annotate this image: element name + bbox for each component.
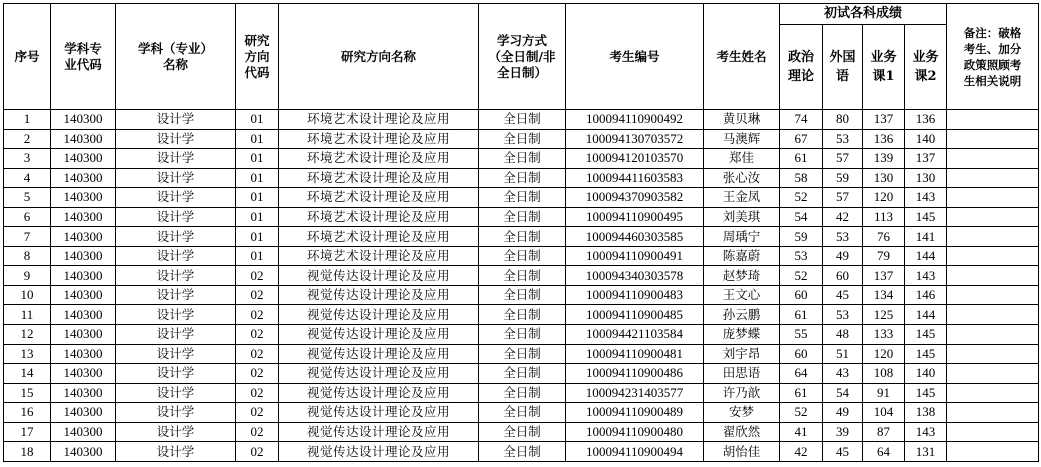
cell-major-name: 设计学 — [116, 207, 236, 227]
cell-seq: 2 — [4, 129, 51, 149]
table-row — [4, 442, 1039, 462]
cell-major-code: 140300 — [51, 266, 116, 286]
cell-seq: 12 — [4, 325, 51, 345]
cell-course1: 108 — [863, 364, 905, 384]
cell-major-code: 140300 — [51, 422, 116, 442]
cell-foreign: 42 — [823, 207, 863, 227]
cell-candidate-no: 100094110900485 — [566, 305, 704, 325]
cell-course1: 113 — [863, 207, 905, 227]
cell-study-mode: 全日制 — [479, 383, 566, 403]
header-note — [947, 4, 1039, 110]
table-row — [4, 246, 1039, 266]
header-major-code-line: 学科专 — [64, 40, 102, 56]
cell-course1: 76 — [863, 227, 905, 247]
cell-candidate-name: 许乃歆 — [704, 383, 780, 403]
cell-politics: 58 — [780, 168, 823, 188]
table-row — [4, 325, 1039, 345]
cell-major-name: 设计学 — [116, 168, 236, 188]
cell-candidate-name: 陈嘉蔚 — [704, 246, 780, 266]
cell-note — [947, 168, 1039, 188]
cell-course2: 143 — [905, 188, 947, 208]
header-major-code — [51, 4, 116, 110]
cell-dir-code: 02 — [236, 442, 279, 462]
cell-candidate-name: 张心汝 — [704, 168, 780, 188]
cell-note — [947, 422, 1039, 442]
header-politics-line: 理论 — [787, 69, 814, 84]
cell-foreign: 59 — [823, 168, 863, 188]
header-note-line: 政策照顾考 — [963, 57, 1022, 72]
cell-note — [947, 285, 1039, 305]
cell-candidate-no: 100094110900483 — [566, 285, 704, 305]
cell-candidate-name: 刘宇昂 — [704, 344, 780, 364]
cell-note — [947, 364, 1039, 384]
cell-seq: 6 — [4, 207, 51, 227]
cell-major-name: 设计学 — [116, 422, 236, 442]
cell-dir-code: 01 — [236, 168, 279, 188]
cell-major-name: 设计学 — [116, 246, 236, 266]
cell-course2: 145 — [905, 383, 947, 403]
cell-seq: 15 — [4, 383, 51, 403]
cell-major-code: 140300 — [51, 305, 116, 325]
cell-major-code: 140300 — [51, 149, 116, 169]
table-row — [4, 266, 1039, 286]
cell-dir-name: 视觉传达设计理论及应用 — [279, 266, 479, 286]
cell-dir-code: 01 — [236, 207, 279, 227]
cell-major-name: 设计学 — [116, 442, 236, 462]
cell-candidate-no: 100094110900492 — [566, 110, 704, 130]
cell-note — [947, 325, 1039, 345]
cell-politics: 59 — [780, 227, 823, 247]
header-seq — [4, 4, 51, 110]
table-row — [4, 168, 1039, 188]
cell-candidate-name: 黄贝琳 — [704, 110, 780, 130]
cell-candidate-no: 100094231403577 — [566, 383, 704, 403]
cell-dir-code: 02 — [236, 305, 279, 325]
cell-dir-name: 视觉传达设计理论及应用 — [279, 305, 479, 325]
cell-course2: 141 — [905, 227, 947, 247]
header-course1 — [863, 25, 905, 110]
cell-politics: 61 — [780, 383, 823, 403]
cell-candidate-name: 孙云鹏 — [704, 305, 780, 325]
cell-dir-code: 02 — [236, 364, 279, 384]
cell-study-mode: 全日制 — [479, 110, 566, 130]
cell-major-code: 140300 — [51, 383, 116, 403]
header-course1-line: 课1 — [872, 69, 895, 84]
cell-course1: 134 — [863, 285, 905, 305]
cell-dir-code: 01 — [236, 246, 279, 266]
cell-candidate-name: 马澳辉 — [704, 129, 780, 149]
cell-dir-name: 视觉传达设计理论及应用 — [279, 364, 479, 384]
cell-major-name: 设计学 — [116, 149, 236, 169]
cell-major-name: 设计学 — [116, 110, 236, 130]
header-major-name-line: 学科（专业） — [137, 40, 213, 56]
cell-study-mode: 全日制 — [479, 364, 566, 384]
header-foreign — [823, 25, 863, 110]
header-study-mode-line: （全日制/非 — [488, 48, 556, 64]
header-seq-line: 序号 — [14, 48, 40, 64]
cell-course2: 144 — [905, 305, 947, 325]
cell-major-name: 设计学 — [116, 305, 236, 325]
cell-foreign: 54 — [823, 383, 863, 403]
cell-seq: 18 — [4, 442, 51, 462]
cell-study-mode: 全日制 — [479, 207, 566, 227]
cell-candidate-no: 100094110900486 — [566, 364, 704, 384]
cell-candidate-no: 100094110900480 — [566, 422, 704, 442]
cell-course1: 136 — [863, 129, 905, 149]
cell-course2: 140 — [905, 129, 947, 149]
cell-dir-code: 01 — [236, 188, 279, 208]
cell-major-name: 设计学 — [116, 325, 236, 345]
cell-seq: 4 — [4, 168, 51, 188]
header-candidate-name-line: 考生姓名 — [716, 48, 767, 64]
header-course2 — [905, 25, 947, 110]
cell-note — [947, 110, 1039, 130]
cell-politics: 42 — [780, 442, 823, 462]
cell-course2: 140 — [905, 364, 947, 384]
cell-course1: 120 — [863, 188, 905, 208]
cell-politics: 52 — [780, 403, 823, 423]
cell-candidate-name: 翟欣然 — [704, 422, 780, 442]
cell-major-name: 设计学 — [116, 383, 236, 403]
cell-seq: 11 — [4, 305, 51, 325]
table-row — [4, 422, 1039, 442]
cell-seq: 16 — [4, 403, 51, 423]
cell-course2: 131 — [905, 442, 947, 462]
header-study-mode-line: 学习方式 — [496, 32, 547, 48]
cell-major-code: 140300 — [51, 110, 116, 130]
cell-note — [947, 129, 1039, 149]
cell-note — [947, 266, 1039, 286]
cell-major-code: 140300 — [51, 129, 116, 149]
cell-course2: 145 — [905, 207, 947, 227]
cell-note — [947, 207, 1039, 227]
header-politics — [780, 25, 823, 110]
cell-seq: 10 — [4, 285, 51, 305]
table-row — [4, 285, 1039, 305]
cell-seq: 1 — [4, 110, 51, 130]
cell-major-name: 设计学 — [116, 344, 236, 364]
cell-dir-name: 视觉传达设计理论及应用 — [279, 442, 479, 462]
cell-study-mode: 全日制 — [479, 188, 566, 208]
table-row — [4, 364, 1039, 384]
score-table — [3, 3, 1039, 462]
cell-candidate-no: 100094110900481 — [566, 344, 704, 364]
cell-dir-name: 环境艺术设计理论及应用 — [279, 207, 479, 227]
cell-candidate-no: 100094110900495 — [566, 207, 704, 227]
cell-politics: 60 — [780, 344, 823, 364]
header-course2-line: 业务 — [912, 50, 939, 65]
cell-candidate-no: 100094110900494 — [566, 442, 704, 462]
cell-major-code: 140300 — [51, 364, 116, 384]
cell-major-name: 设计学 — [116, 129, 236, 149]
cell-foreign: 60 — [823, 266, 863, 286]
cell-candidate-no: 100094120103570 — [566, 149, 704, 169]
cell-foreign: 45 — [823, 442, 863, 462]
cell-dir-name: 视觉传达设计理论及应用 — [279, 285, 479, 305]
header-dir-code — [236, 4, 279, 110]
cell-major-code: 140300 — [51, 168, 116, 188]
cell-dir-code: 02 — [236, 344, 279, 364]
cell-study-mode: 全日制 — [479, 129, 566, 149]
cell-politics: 64 — [780, 364, 823, 384]
cell-major-name: 设计学 — [116, 364, 236, 384]
header-foreign-line: 外国 — [829, 50, 856, 65]
cell-candidate-no: 100094110900489 — [566, 403, 704, 423]
table-row — [4, 403, 1039, 423]
cell-foreign: 43 — [823, 364, 863, 384]
cell-foreign: 49 — [823, 246, 863, 266]
cell-candidate-no: 100094130703572 — [566, 129, 704, 149]
table-row — [4, 149, 1039, 169]
cell-candidate-no: 100094460303585 — [566, 227, 704, 247]
cell-candidate-name: 田思语 — [704, 364, 780, 384]
cell-note — [947, 188, 1039, 208]
cell-course2: 144 — [905, 246, 947, 266]
cell-politics: 53 — [780, 246, 823, 266]
cell-dir-code: 02 — [236, 325, 279, 345]
header-dir-name — [279, 4, 479, 110]
cell-course1: 125 — [863, 305, 905, 325]
cell-note — [947, 227, 1039, 247]
cell-note — [947, 344, 1039, 364]
cell-study-mode: 全日制 — [479, 305, 566, 325]
cell-dir-name: 视觉传达设计理论及应用 — [279, 325, 479, 345]
cell-course2: 145 — [905, 344, 947, 364]
cell-dir-name: 环境艺术设计理论及应用 — [279, 246, 479, 266]
cell-major-name: 设计学 — [116, 227, 236, 247]
cell-course1: 104 — [863, 403, 905, 423]
cell-candidate-no: 100094110900491 — [566, 246, 704, 266]
cell-candidate-name: 郑佳 — [704, 149, 780, 169]
table-header — [4, 4, 1039, 110]
header-note-line: 生相关说明 — [963, 73, 1022, 88]
cell-study-mode: 全日制 — [479, 149, 566, 169]
cell-course2: 146 — [905, 285, 947, 305]
cell-study-mode: 全日制 — [479, 442, 566, 462]
cell-candidate-name: 赵梦琦 — [704, 266, 780, 286]
table-row — [4, 129, 1039, 149]
cell-dir-code: 02 — [236, 383, 279, 403]
cell-dir-code: 02 — [236, 266, 279, 286]
cell-course1: 91 — [863, 383, 905, 403]
table-row — [4, 110, 1039, 130]
cell-foreign: 51 — [823, 344, 863, 364]
cell-major-code: 140300 — [51, 207, 116, 227]
cell-course1: 139 — [863, 149, 905, 169]
cell-note — [947, 442, 1039, 462]
cell-major-code: 140300 — [51, 227, 116, 247]
cell-candidate-name: 安梦 — [704, 403, 780, 423]
cell-candidate-name: 胡怡佳 — [704, 442, 780, 462]
cell-major-name: 设计学 — [116, 285, 236, 305]
cell-major-code: 140300 — [51, 285, 116, 305]
cell-candidate-no: 100094340303578 — [566, 266, 704, 286]
cell-politics: 52 — [780, 188, 823, 208]
header-candidate-no-line: 考生编号 — [609, 48, 660, 64]
header-course1-line: 业务 — [870, 50, 897, 65]
table-body — [4, 110, 1039, 462]
cell-politics: 67 — [780, 129, 823, 149]
cell-seq: 13 — [4, 344, 51, 364]
cell-foreign: 53 — [823, 227, 863, 247]
cell-study-mode: 全日制 — [479, 285, 566, 305]
cell-seq: 3 — [4, 149, 51, 169]
cell-note — [947, 403, 1039, 423]
cell-study-mode: 全日制 — [479, 403, 566, 423]
table-row — [4, 207, 1039, 227]
cell-major-name: 设计学 — [116, 403, 236, 423]
cell-course2: 143 — [905, 266, 947, 286]
cell-course2: 145 — [905, 325, 947, 345]
cell-course2: 138 — [905, 403, 947, 423]
cell-foreign: 57 — [823, 188, 863, 208]
header-scores-group: 初试各科成绩 — [780, 4, 947, 25]
header-study-mode-line: 全日制） — [496, 64, 547, 80]
cell-study-mode: 全日制 — [479, 325, 566, 345]
cell-dir-name: 环境艺术设计理论及应用 — [279, 188, 479, 208]
cell-course1: 130 — [863, 168, 905, 188]
cell-foreign: 49 — [823, 403, 863, 423]
cell-course1: 64 — [863, 442, 905, 462]
cell-candidate-name: 王文心 — [704, 285, 780, 305]
table-row — [4, 305, 1039, 325]
cell-foreign: 53 — [823, 129, 863, 149]
cell-dir-code: 02 — [236, 285, 279, 305]
cell-politics: 60 — [780, 285, 823, 305]
cell-study-mode: 全日制 — [479, 227, 566, 247]
cell-course2: 136 — [905, 110, 947, 130]
header-dir-code-line: 代码 — [244, 64, 270, 80]
cell-seq: 8 — [4, 246, 51, 266]
header-study-mode — [479, 4, 566, 110]
cell-foreign: 80 — [823, 110, 863, 130]
table-row — [4, 383, 1039, 403]
header-dir-code-line: 研究 — [244, 32, 270, 48]
header-note-line: 备注：破格 — [963, 25, 1022, 40]
cell-dir-code: 01 — [236, 227, 279, 247]
cell-course1: 79 — [863, 246, 905, 266]
cell-candidate-name: 庞梦蝶 — [704, 325, 780, 345]
cell-politics: 52 — [780, 266, 823, 286]
cell-seq: 9 — [4, 266, 51, 286]
cell-major-code: 140300 — [51, 188, 116, 208]
cell-course2: 137 — [905, 149, 947, 169]
cell-dir-name: 环境艺术设计理论及应用 — [279, 110, 479, 130]
cell-seq: 5 — [4, 188, 51, 208]
cell-major-code: 140300 — [51, 325, 116, 345]
cell-candidate-no: 100094421103584 — [566, 325, 704, 345]
cell-dir-code: 02 — [236, 422, 279, 442]
cell-politics: 61 — [780, 305, 823, 325]
cell-dir-name: 环境艺术设计理论及应用 — [279, 168, 479, 188]
cell-note — [947, 149, 1039, 169]
cell-dir-code: 01 — [236, 149, 279, 169]
cell-course2: 143 — [905, 422, 947, 442]
header-candidate-name — [704, 4, 780, 110]
cell-foreign: 53 — [823, 305, 863, 325]
cell-candidate-name: 王金凤 — [704, 188, 780, 208]
cell-seq: 7 — [4, 227, 51, 247]
cell-dir-name: 视觉传达设计理论及应用 — [279, 422, 479, 442]
cell-dir-name: 视觉传达设计理论及应用 — [279, 383, 479, 403]
cell-dir-name: 环境艺术设计理论及应用 — [279, 227, 479, 247]
header-note-line: 考生、加分 — [963, 41, 1022, 56]
cell-politics: 41 — [780, 422, 823, 442]
cell-dir-name: 环境艺术设计理论及应用 — [279, 129, 479, 149]
cell-seq: 14 — [4, 364, 51, 384]
table-row — [4, 344, 1039, 364]
cell-study-mode: 全日制 — [479, 266, 566, 286]
cell-politics: 55 — [780, 325, 823, 345]
cell-candidate-name: 周瑀宁 — [704, 227, 780, 247]
cell-study-mode: 全日制 — [479, 344, 566, 364]
cell-candidate-no: 100094411603583 — [566, 168, 704, 188]
header-foreign-line: 语 — [835, 69, 849, 84]
cell-course1: 137 — [863, 266, 905, 286]
cell-course1: 133 — [863, 325, 905, 345]
table-row — [4, 188, 1039, 208]
cell-major-code: 140300 — [51, 246, 116, 266]
cell-major-code: 140300 — [51, 442, 116, 462]
header-major-code-line: 业代码 — [64, 56, 102, 72]
header-major-name — [116, 4, 236, 110]
cell-dir-code: 01 — [236, 129, 279, 149]
cell-politics: 74 — [780, 110, 823, 130]
table-row — [4, 227, 1039, 247]
cell-major-name: 设计学 — [116, 266, 236, 286]
cell-study-mode: 全日制 — [479, 246, 566, 266]
cell-foreign: 48 — [823, 325, 863, 345]
header-politics-line: 政治 — [787, 50, 814, 65]
header-candidate-no — [566, 4, 704, 110]
cell-seq: 17 — [4, 422, 51, 442]
header-major-name-line: 名称 — [162, 56, 188, 72]
cell-dir-name: 视觉传达设计理论及应用 — [279, 403, 479, 423]
cell-course1: 87 — [863, 422, 905, 442]
cell-foreign: 45 — [823, 285, 863, 305]
cell-course2: 130 — [905, 168, 947, 188]
cell-major-code: 140300 — [51, 403, 116, 423]
cell-note — [947, 383, 1039, 403]
cell-dir-name: 视觉传达设计理论及应用 — [279, 344, 479, 364]
cell-major-code: 140300 — [51, 344, 116, 364]
cell-dir-name: 环境艺术设计理论及应用 — [279, 149, 479, 169]
header-dir-name-line: 研究方向名称 — [340, 48, 416, 64]
header-course2-line: 课2 — [914, 69, 937, 84]
cell-study-mode: 全日制 — [479, 168, 566, 188]
cell-note — [947, 246, 1039, 266]
cell-note — [947, 305, 1039, 325]
cell-study-mode: 全日制 — [479, 422, 566, 442]
header-dir-code-line: 方向 — [244, 48, 270, 64]
cell-dir-code: 01 — [236, 110, 279, 130]
cell-foreign: 57 — [823, 149, 863, 169]
cell-dir-code: 02 — [236, 403, 279, 423]
cell-politics: 54 — [780, 207, 823, 227]
cell-candidate-no: 100094370903582 — [566, 188, 704, 208]
cell-candidate-name: 刘美琪 — [704, 207, 780, 227]
cell-course1: 137 — [863, 110, 905, 130]
cell-major-name: 设计学 — [116, 188, 236, 208]
cell-politics: 61 — [780, 149, 823, 169]
cell-foreign: 39 — [823, 422, 863, 442]
cell-course1: 120 — [863, 344, 905, 364]
